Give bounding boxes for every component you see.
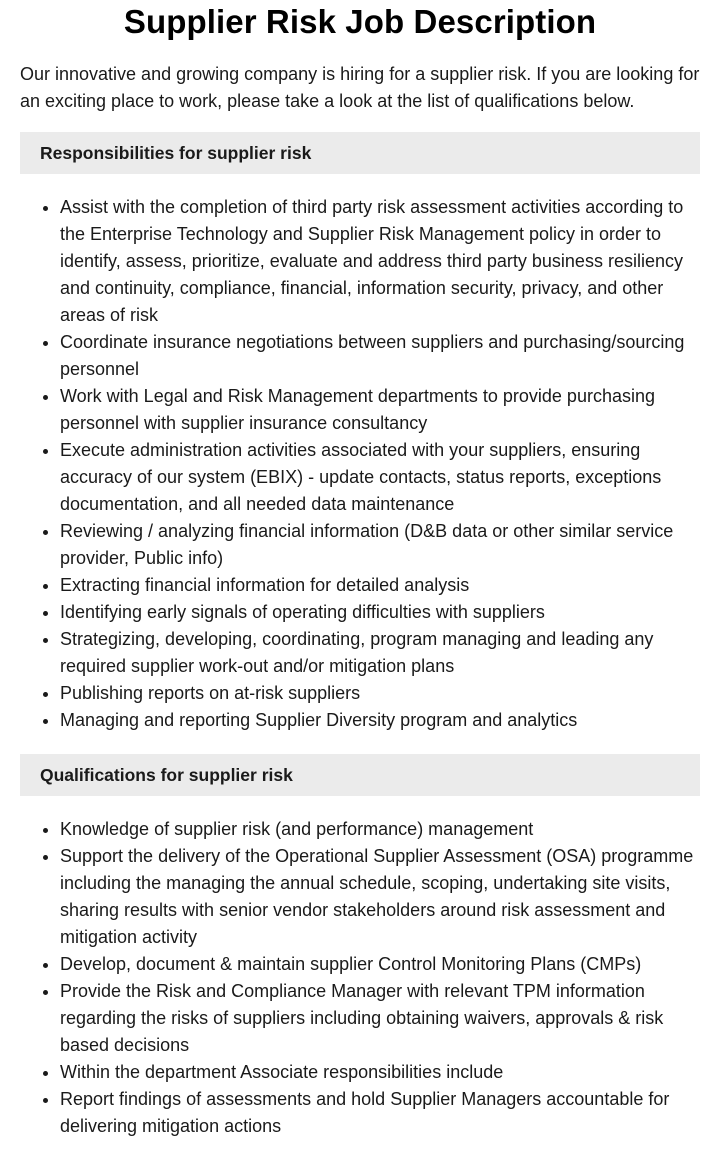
qualification-item: • Develop, document & maintain supplier Control Monitoring Plans (CMPs) [60,951,700,978]
responsibility-item: • Work with Legal and Risk Management departments to provide purchasing personnel with supplier insurance consultancy [60,383,700,437]
qualifications-heading: Qualifications for supplier risk [20,754,700,796]
qualification-item: • Provide the Risk and Compliance Manager with relevant TPM information regarding the risks of suppliers including obtaining waivers, approvals & risk based decisions [60,978,700,1059]
qualifications-list [20,816,700,1140]
responsibility-item: • Identifying early signals of operating difficulties with suppliers [60,599,700,626]
responsibility-item: • Coordinate insurance negotiations between suppliers and purchasing/sourcing personnel [60,329,700,383]
qualification-item: • Within the department Associate responsibilities include [60,1059,700,1086]
responsibility-item: • Strategizing, developing, coordinating, program managing and leading any required supplier work-out and/or mitigation plans [60,626,700,680]
qualification-item: • Knowledge of supplier risk (and performance) management [60,816,700,843]
qualification-item: • Report findings of assessments and hold Supplier Managers accountable for delivering mitigation actions [60,1086,700,1140]
responsibility-item: • Reviewing / analyzing financial information (D&B data or other similar service provider, Public info) [60,518,700,572]
responsibility-item: • Publishing reports on at-risk suppliers [60,680,700,707]
responsibility-item: • Assist with the completion of third party risk assessment activities according to the Enterprise Technology and Supplier Risk Management policy in order to identify, assess, prioritize, evaluate and address third party business resiliency and continuity, compliance, financial, information security, privacy, and other areas of risk [60,194,700,329]
responsibility-item: • Execute administration activities associated with your suppliers, ensuring accuracy of our system (EBIX) - update contacts, status reports, exceptions documentation, and all needed data maintenance [60,437,700,518]
intro-paragraph: Our innovative and growing company is hiring for a supplier risk. If you are looking for an exciting place to work, please take a look at the list of qualifications below. [20,64,700,111]
responsibilities-heading: Responsibilities for supplier risk [20,132,700,174]
responsibilities-list [20,194,700,734]
page-title: Supplier Risk Job Description [123,3,597,40]
qualification-item: • Support the delivery of the Operational Supplier Assessment (OSA) programme including the managing the annual schedule, scoping, undertaking site visits, sharing results with senior vendor stakeholders around risk assessment and mitigation activity [60,843,700,951]
responsibility-item: • Extracting financial information for detailed analysis [60,572,700,599]
responsibility-item: • Managing and reporting Supplier Diversity program and analytics [60,707,700,734]
